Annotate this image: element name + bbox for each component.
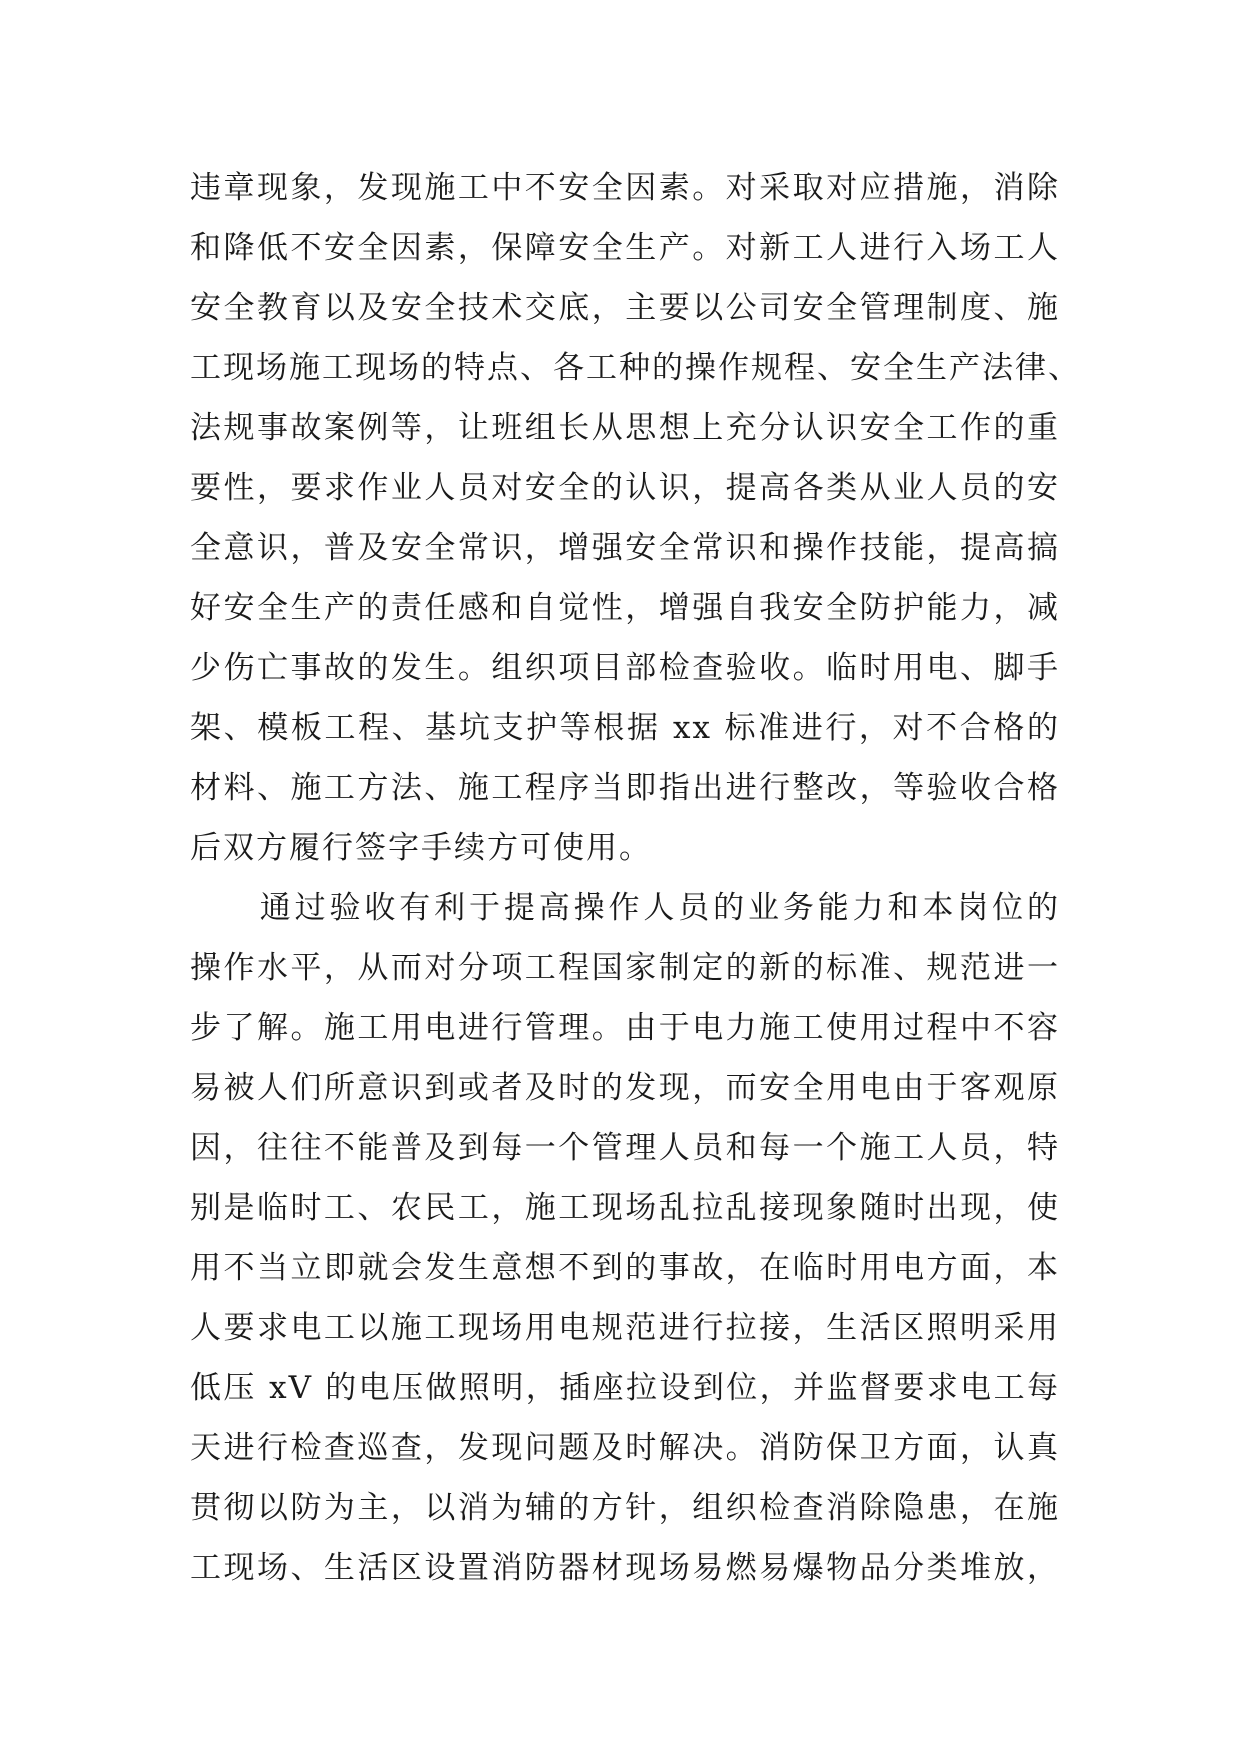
text-line: 安全教育以及安全技术交底，主要以公司安全管理制度、施: [190, 290, 1060, 326]
text-line: 别是临时工、农民工，施工现场乱拉乱接现象随时出现，使: [190, 1190, 1060, 1226]
text-line: 工现场施工现场的特点、各工种的操作规程、安全生产法律、: [190, 350, 1081, 386]
text-line: 要性，要求作业人员对安全的认识，提高各类从业人员的安: [190, 470, 1060, 506]
text-line: 天进行检查巡查，发现问题及时解决。消防保卫方面，认真: [190, 1430, 1060, 1466]
text-line: 因，往往不能普及到每一个管理人员和每一个施工人员，特: [190, 1130, 1060, 1166]
paragraph-1: [190, 158, 1081, 878]
text-line: 全意识，普及安全常识，增强安全常识和操作技能，提高搞: [190, 530, 1060, 566]
text-line: 用不当立即就会发生意想不到的事故，在临时用电方面，本: [190, 1250, 1060, 1286]
text-line: 好安全生产的责任感和自觉性，增强自我安全防护能力，减: [190, 590, 1060, 626]
text-line: 架、模板工程、基坑支护等根据 xx 标准进行，对不合格的: [190, 710, 1060, 746]
text-line: 和降低不安全因素，保障安全生产。对新工人进行入场工人: [190, 230, 1060, 266]
text-line: 步了解。施工用电进行管理。由于电力施工使用过程中不容: [190, 1010, 1060, 1046]
text-line: 材料、施工方法、施工程序当即指出进行整改，等验收合格: [190, 770, 1060, 806]
text-line: 易被人们所意识到或者及时的发现，而安全用电由于客观原: [190, 1070, 1060, 1106]
text-line: 低压 xV 的电压做照明，插座拉设到位，并监督要求电工每: [190, 1370, 1060, 1406]
text-line: 贯彻以防为主，以消为辅的方针，组织检查消除隐患，在施: [190, 1490, 1060, 1526]
text-line: 通过验收有利于提高操作人员的业务能力和本岗位的: [190, 890, 1060, 926]
paragraph-2: [190, 878, 1060, 1598]
body-text: [190, 158, 1081, 1598]
text-line: 后双方履行签字手续方可使用。: [190, 830, 652, 866]
text-line: 少伤亡事故的发生。组织项目部检查验收。临时用电、脚手: [190, 650, 1060, 686]
text-line: 法规事故案例等，让班组长从思想上充分认识安全工作的重: [190, 410, 1060, 446]
text-line: 操作水平，从而对分项工程国家制定的新的标准、规范进一: [190, 950, 1060, 986]
text-line: 人要求电工以施工现场用电规范进行拉接，生活区照明采用: [190, 1310, 1060, 1346]
text-line: 违章现象，发现施工中不安全因素。对采取对应措施，消除: [190, 170, 1060, 206]
text-line: 工现场、生活区设置消防器材现场易燃易爆物品分类堆放，: [190, 1550, 1060, 1586]
